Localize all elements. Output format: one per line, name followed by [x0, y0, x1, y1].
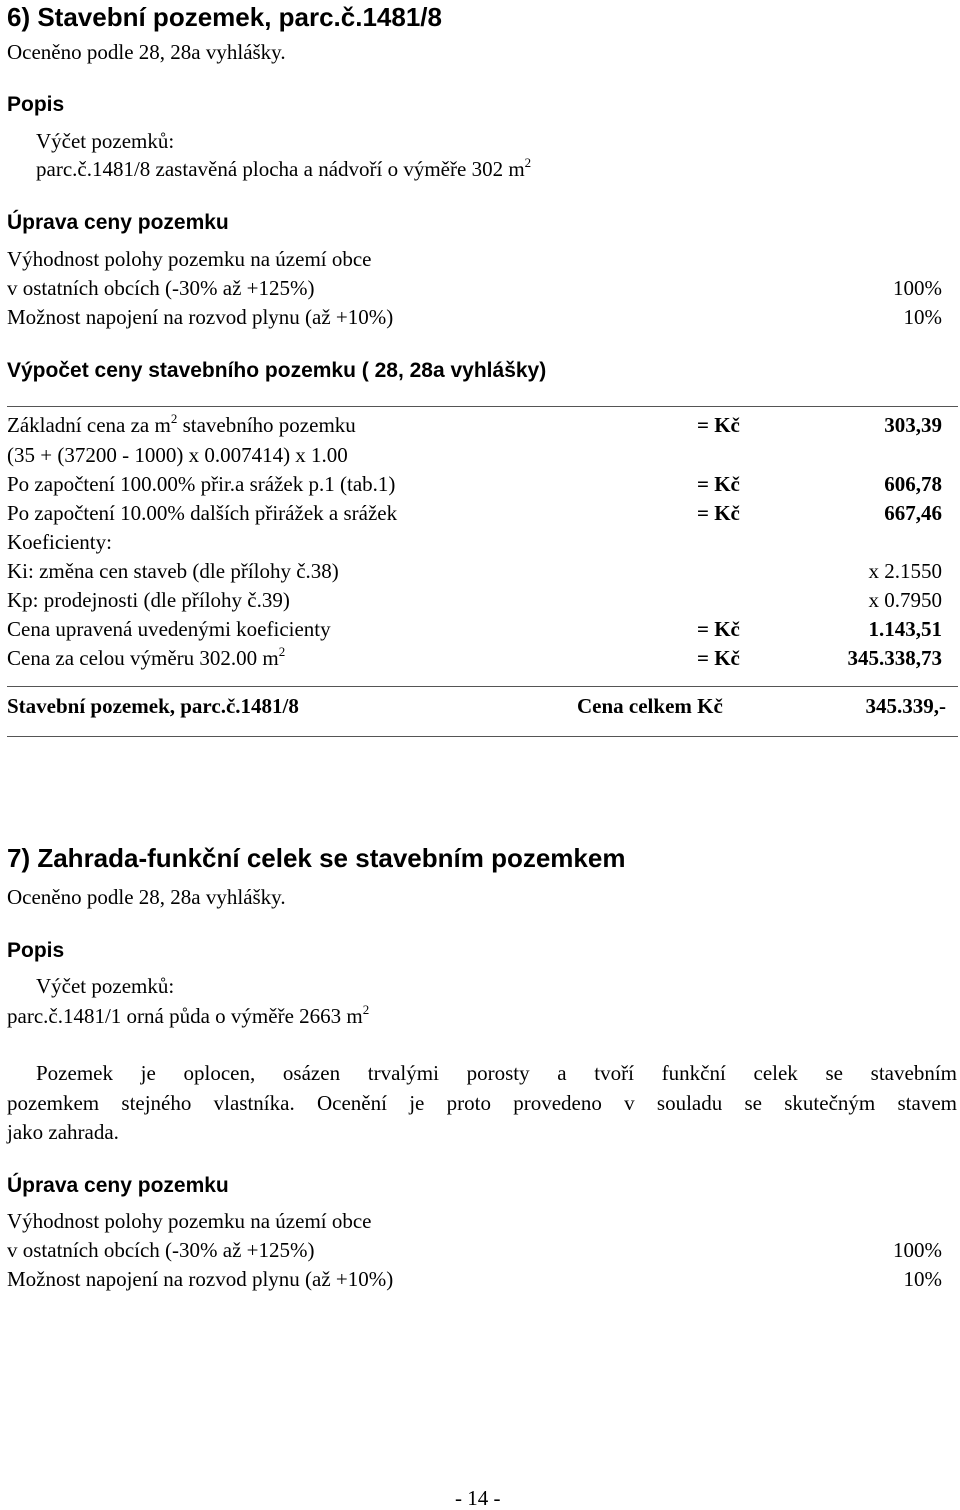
divider: [7, 686, 958, 687]
calc-celou-value: 345.338,73: [847, 646, 942, 670]
section6-vycet-label: Výčet pozemků:: [36, 129, 175, 153]
section7-moznost-label: Možnost napojení na rozvod plynu (až +10%): [7, 1267, 394, 1291]
calc-zakladni-label: Základní cena za $m^2$ stavebního pozemku: [7, 411, 356, 437]
calc-formula: (35 + (37200 - 1000) x 0.007414) x 1.00: [7, 443, 348, 467]
section7-ostatnich-value: 100%: [893, 1238, 942, 1262]
section7-vyhodnost-label: Výhodnost polohy pozemku na území obce: [7, 1209, 372, 1233]
calc-upravena-label: Cena upravená uvedenými koeficienty: [7, 617, 331, 641]
calc-ki-label: Ki: změna cen staveb (dle přílohy č.38): [7, 559, 339, 583]
section7-moznost-value: 10%: [903, 1267, 942, 1291]
section7-parcel-line: parc.č.1481/1 orná půda o výměře 2663 $m^2$: [7, 1002, 370, 1028]
section6-ostatnich-value: 100%: [893, 276, 942, 300]
section7-vycet-label: Výčet pozemků:: [36, 974, 175, 998]
calc-po1-kc: = Kč: [697, 472, 740, 496]
section6-vyhodnost-label: Výhodnost polohy pozemku na území obce: [7, 247, 372, 271]
section6-title: 6) Stavební pozemek, parc.č.1481/8: [7, 2, 442, 32]
section7-uprava-heading: Úprava ceny pozemku: [7, 1174, 229, 1197]
calc-koef-label: Koeficienty:: [7, 530, 112, 554]
section6-moznost-value: 10%: [903, 305, 942, 329]
calc-po1-value: 606,78: [884, 472, 942, 496]
section7-paragraph-line1: Pozemek je oplocen, osázen trvalými porosty a tvoří funkční celek se stavebním: [36, 1061, 957, 1085]
calc-po2-value: 667,46: [884, 501, 942, 525]
section6-vypocet-heading: Výpočet ceny stavebního pozemku ( 28, 28a vyhlášky): [7, 359, 547, 382]
section7-paragraph-line3: jako zahrada.: [7, 1120, 119, 1144]
section7-paragraph-line2: pozemkem stejného vlastníka. Ocenění je proto provedeno v souladu se skutečným stavem: [7, 1091, 957, 1115]
section7-title: 7) Zahrada-funkční celek se stavebním pozemkem: [7, 843, 626, 873]
calc-upravena-value: 1.143,51: [868, 617, 942, 641]
divider: [7, 736, 958, 737]
page-number: - 14 -: [455, 1486, 501, 1510]
section6-parcel-line: parc.č.1481/8 zastavěná plocha a nádvoří o výměře 302 $m^2$: [36, 155, 532, 181]
total-label: Stavební pozemek, parc.č.1481/8: [7, 694, 299, 718]
calc-upravena-kc: = Kč: [697, 617, 740, 641]
section7-popis-heading: Popis: [7, 939, 65, 962]
section7-ostatnich-label: v ostatních obcích (-30% až +125%): [7, 1238, 315, 1262]
section6-popis-heading: Popis: [7, 93, 65, 116]
section6-ostatnich-label: v ostatních obcích (-30% až +125%): [7, 276, 315, 300]
calc-po2-label: Po započtení 10.00% dalších přirážek a srážek: [7, 501, 398, 525]
total-value: 345.339,-: [865, 694, 946, 718]
section6-moznost-label: Možnost napojení na rozvod plynu (až +10%): [7, 305, 394, 329]
calc-po2-kc: = Kč: [697, 501, 740, 525]
section6-uprava-heading: Úprava ceny pozemku: [7, 211, 229, 234]
calc-zakladni-kc: = Kč: [697, 413, 740, 437]
calc-kp-value: x 0.7950: [868, 588, 942, 612]
total-mid-label: Cena celkem Kč: [577, 694, 723, 718]
calc-celou-label: Cena za celou výměru 302.00 $m^2$: [7, 644, 286, 670]
divider: [7, 406, 958, 407]
calc-celou-kc: = Kč: [697, 646, 740, 670]
calc-po1-label: Po započtení 100.00% přir.a srážek p.1 (tab.1): [7, 472, 396, 496]
calc-kp-label: Kp: prodejnosti (dle přílohy č.39): [7, 588, 290, 612]
calc-zakladni-value: 303,39: [884, 413, 942, 437]
section7-valued-by: Oceněno podle 28, 28a vyhlášky.: [7, 885, 286, 909]
calc-ki-value: x 2.1550: [868, 559, 942, 583]
section6-valued-by: Oceněno podle 28, 28a vyhlášky.: [7, 40, 286, 64]
